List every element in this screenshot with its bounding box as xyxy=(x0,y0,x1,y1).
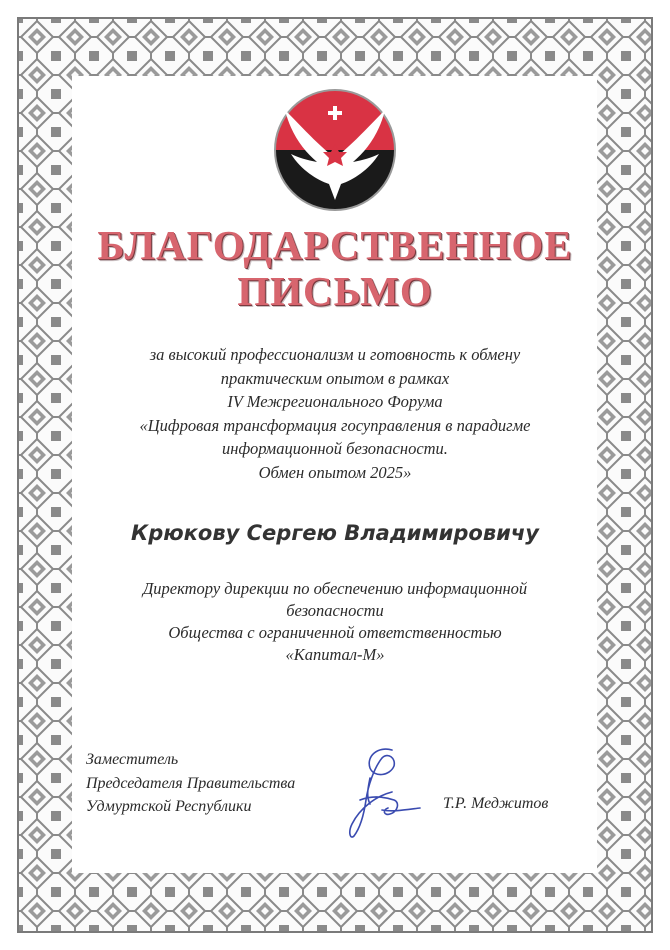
signer-title-line: Удмуртской Республики xyxy=(86,798,252,815)
reason-line: за высокий профессионализм и готовность к обмену xyxy=(149,345,521,364)
handwritten-signature xyxy=(330,742,440,842)
signer-title-line: Председателя Правительства xyxy=(86,774,296,792)
title-line-1: БЛАГОДАРСТВЕННОЕ xyxy=(97,222,573,268)
position-line: Общества с ограниченной ответственностью xyxy=(168,623,502,642)
reason-line: информационной безопасности. xyxy=(222,439,448,458)
reason-line: Обмен опытом 2025» xyxy=(258,462,412,482)
reason-line: практическим опытом в рамках xyxy=(220,368,450,388)
gratitude-reason xyxy=(70,343,600,484)
position-line: Директору дирекции по обеспечению информационной xyxy=(142,579,528,598)
reason-line: «Цифровая трансформация госуправления в парадигме xyxy=(139,415,531,435)
recipient-name: Крюкову Сергею Владимировичу xyxy=(131,521,539,545)
position-line: безопасности xyxy=(286,601,384,620)
recipient-position xyxy=(70,578,600,666)
signer-title-line: Заместитель xyxy=(86,751,179,768)
udmurtia-coat-of-arms xyxy=(273,88,397,212)
title-line-2: ПИСЬМО xyxy=(237,268,433,314)
signer-title xyxy=(86,748,295,819)
reason-line: IV Межрегионального Форума xyxy=(227,392,443,411)
position-line: «Капитал-М» xyxy=(285,645,385,664)
signer-name: Т.Р. Меджитов xyxy=(443,795,549,812)
